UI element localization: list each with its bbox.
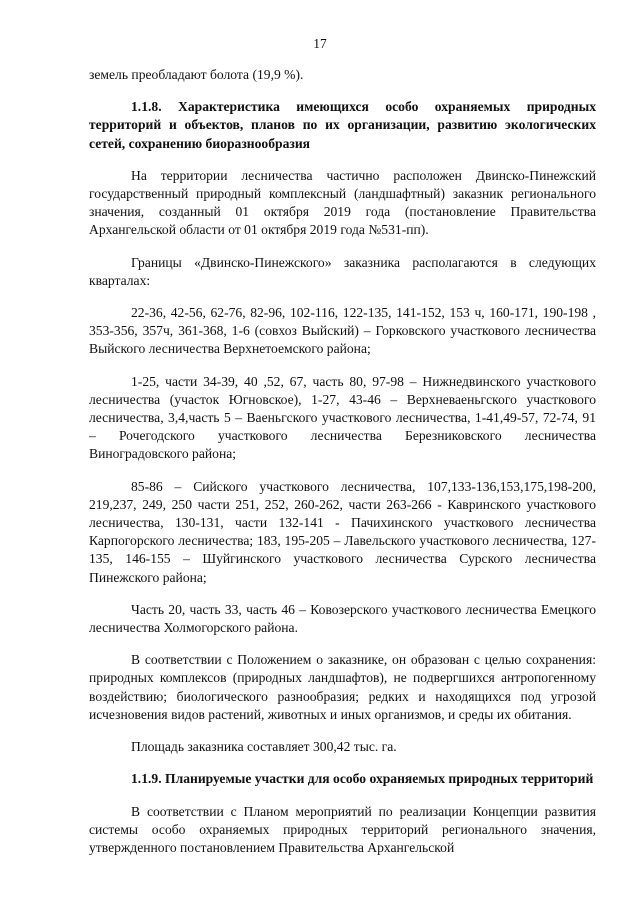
section-heading-1-1-8: [89, 98, 596, 153]
paragraph-planned-areas: В соответствии с Планом мероприятий по реализации Концепции развития системы особо охраняемых природных территорий регионального значения, утвержденного постановлением Правительства Архангельской: [89, 803, 596, 855]
paragraph-quarters-kholmogorsky: Часть 20, часть 33, часть 46 – Ковозерского участкового лесничества Емецкого лесничества Холмогорского района.: [89, 601, 596, 636]
section-number: 1.1.8.: [131, 99, 162, 115]
section-title: Характеристика имеющихся особо охраняемых природных территорий и объектов, планов по их организации, развитию экологических сетей, сохранению биоразнообразия: [89, 99, 597, 151]
paragraph-quarters-pinezhsky: 85-86 – Сийского участкового лесничества, 107,133-136,153,175,198-200, 219,237, 249, 250 части 251, 252, 260-262, части 263-266 - Кавринского участкового лесничества, 130-131, части 132-141 - Пачихинского участкового лесничества Карпогорского лесничества; 183, 195-205 – Лавельского участкового лесничества, 127-135, 146-155 – Шуйгинского участкового лесничества Сурского лесничества Пинежского района;: [89, 478, 596, 585]
paragraph-reserve-description: На территории лесничества частично расположен Двинско-Пинежский государственный природный комплексный (ландшафтный) заказник регионального значения, созданный 01 октября 2019 года (постановление Правительства Архангельской области от 01 октября 2019 года №531-пп).: [89, 167, 596, 238]
section-heading-1-1-9: [89, 770, 596, 788]
paragraph-continuation: земель преобладают болота (19,9 %).: [89, 67, 304, 82]
paragraph-boundaries-intro: Границы «Двинско-Пинежского» заказника располагаются в следующих кварталах:: [89, 254, 596, 288]
paragraph-reserve-area: Площадь заказника составляет 300,42 тыс. га.: [131, 739, 397, 755]
paragraph-reserve-purpose: В соответствии с Положением о заказнике, он образован с целью сохранения: природных комплексов (природных ландшафтов), не подвергшихся антропогенному воздействию; биологического разнообразия; редких и находящихся под угрозой исчезновения видов растений, животных и иных организмов, и среды их обитания.: [89, 652, 596, 722]
section-title: Планируемые участки для особо охраняемых природных территорий: [165, 771, 594, 787]
page-content: [89, 66, 596, 857]
paragraph-quarters-verkhnetoemsky: 22-36, 42-56, 62-76, 82-96, 102-116, 122-135, 141-152, 153 ч, 160-171, 190-198 , 353-356, 357ч, 361-368, 1-6 (совхоз Выйский) – Горковского участкового лесничества Выйского лесничества Верхнетоемского района;: [89, 305, 596, 357]
paragraph-quarters-vinogradovsky: 1-25, части 34-39, 40 ,52, 67, часть 80, 97-98 – Нижнедвинского участкового лесничества (участок Югновское), 1-27, 43-46 – Верхневаеньгского участкового лесничества, 3,4,часть 5 – Ваеньгского участкового лесничества, 1-41,49-57, 72-74, 91 – Рочегодского участкового лесничества Березниковского лесничества Виноградовского района;: [89, 373, 596, 462]
section-number: 1.1.9.: [131, 771, 162, 787]
page-number: 17: [313, 36, 327, 51]
